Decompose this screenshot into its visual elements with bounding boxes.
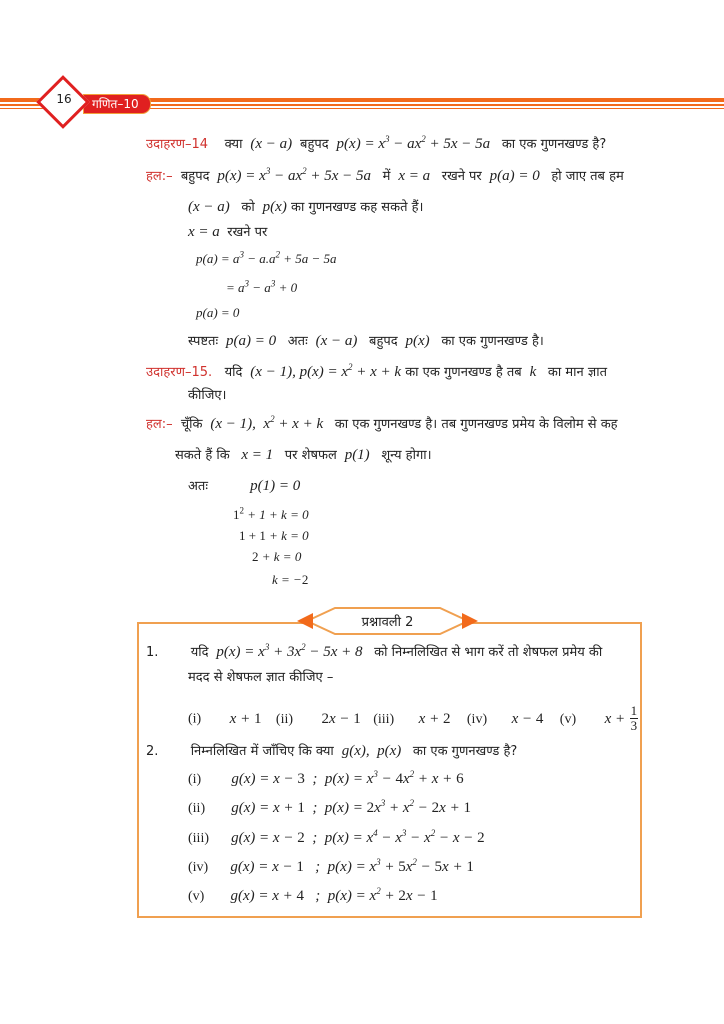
example15-question: उदाहरण–15. यदि (x − 1), $p(x) = x^2 + x + k$ का एक गुणनखण्ड है तब k का मान ज्ञात bbox=[146, 362, 607, 380]
book-title-tab bbox=[83, 94, 151, 114]
example15-atah: अतः p(1) = 0 bbox=[188, 478, 301, 494]
equation-line: p(a) = 0 bbox=[196, 305, 240, 320]
exercise-q2: 2. निम्नलिखित में जाँचिए कि क्या g(x), p(x) का एक गुणनखण्ड है? bbox=[146, 743, 518, 759]
exercise-q2-item: (i) g(x) = x − 3 ; $p(x) = x^3 - 4x^2 + x + 6$ bbox=[188, 769, 464, 787]
example15-solution-line2: सकते हैं कि x = 1 पर शेषफल p(1) शून्य होगा। bbox=[175, 447, 432, 463]
page-number: 16 bbox=[56, 92, 72, 106]
example15-solution-line1: हल:– चूँकि (x − 1), $x^2 + x + k$ का एक गुणनखण्ड है। तब गुणनखण्ड प्रमेय के विलोम से कह bbox=[146, 414, 618, 432]
exercise-q2-item: (ii) g(x) = x + 1 ; $p(x) = 2x^3 + x^2 - 2x + 1$ bbox=[188, 798, 471, 816]
example14-solution-line2: (x − a) को p(x) का गुणनखण्ड कह सकते हैं। bbox=[188, 199, 424, 215]
example14-conclusion: स्पष्टतः p(a) = 0 अतः (x − a) बहुपद p(x) का एक गुणनखण्ड है। bbox=[188, 333, 544, 349]
example14-question: उदाहरण–14 क्या (x − a) बहुपद $p(x) = x^3 - ax^2 + 5x - 5a$ का एक गुणनखण्ड है? bbox=[146, 134, 607, 152]
equation-line: 1 + 1 + k = 0 bbox=[239, 528, 309, 543]
book-title: गणित–10 bbox=[92, 97, 139, 111]
solution-label: हल:– bbox=[146, 417, 173, 432]
example-label: उदाहरण–15. bbox=[146, 365, 213, 380]
example-label: उदाहरण–14 bbox=[146, 137, 209, 152]
example15-question-line2: कीजिए। bbox=[188, 388, 227, 403]
equation-line: 2 + k = 0 bbox=[252, 549, 302, 564]
exercise-q2-item: (iii) g(x) = x − 2 ; $p(x) = x^4 - x^3 - x^2 - x - 2$ bbox=[188, 828, 485, 846]
equation-line: k = −2 bbox=[272, 572, 309, 587]
exercise-q2-item: (iv) g(x) = x − 1 ; $p(x) = x^3 + 5x^2 - 5x + 1$ bbox=[188, 857, 474, 875]
exercise-q2-item: (v) g(x) = x + 4 ; $p(x) = x^2 + 2x - 1$ bbox=[188, 886, 438, 904]
equation-line: $1^2 + 1 + k = 0$ bbox=[233, 505, 309, 522]
equation-line: = $a^3 - a^3 + 0$ bbox=[226, 278, 298, 295]
solution-label: हल:– bbox=[146, 169, 173, 184]
equation-line: $p(a) = a^3 - a.a^2 + 5a - 5a$ bbox=[196, 249, 337, 266]
exercise-q1: 1. यदि $p(x) = x^3 + 3x^2 - 5x + 8$ को निम्नलिखित से भाग करें तो शेषफल प्रमेय की bbox=[146, 642, 603, 660]
exercise-q1-line2: मदद से शेषफल ज्ञात कीजिए – bbox=[188, 670, 334, 685]
exercise-title: प्रश्नावली 2 bbox=[361, 615, 414, 630]
example14-substitute: x = a रखने पर bbox=[188, 224, 268, 240]
example14-solution-line1: हल:– बहुपद $p(x) = x^3 - ax^2 + 5x - 5a$ में x = a रखने पर p(a) = 0 हो जाए तब हम bbox=[146, 166, 624, 184]
exercise-q1-options: (i) x + 1 (ii) 2x − 1 (iii) x + 2 (iv) x − 4 (v) x + $\frac{1}{3}$ bbox=[188, 703, 638, 733]
